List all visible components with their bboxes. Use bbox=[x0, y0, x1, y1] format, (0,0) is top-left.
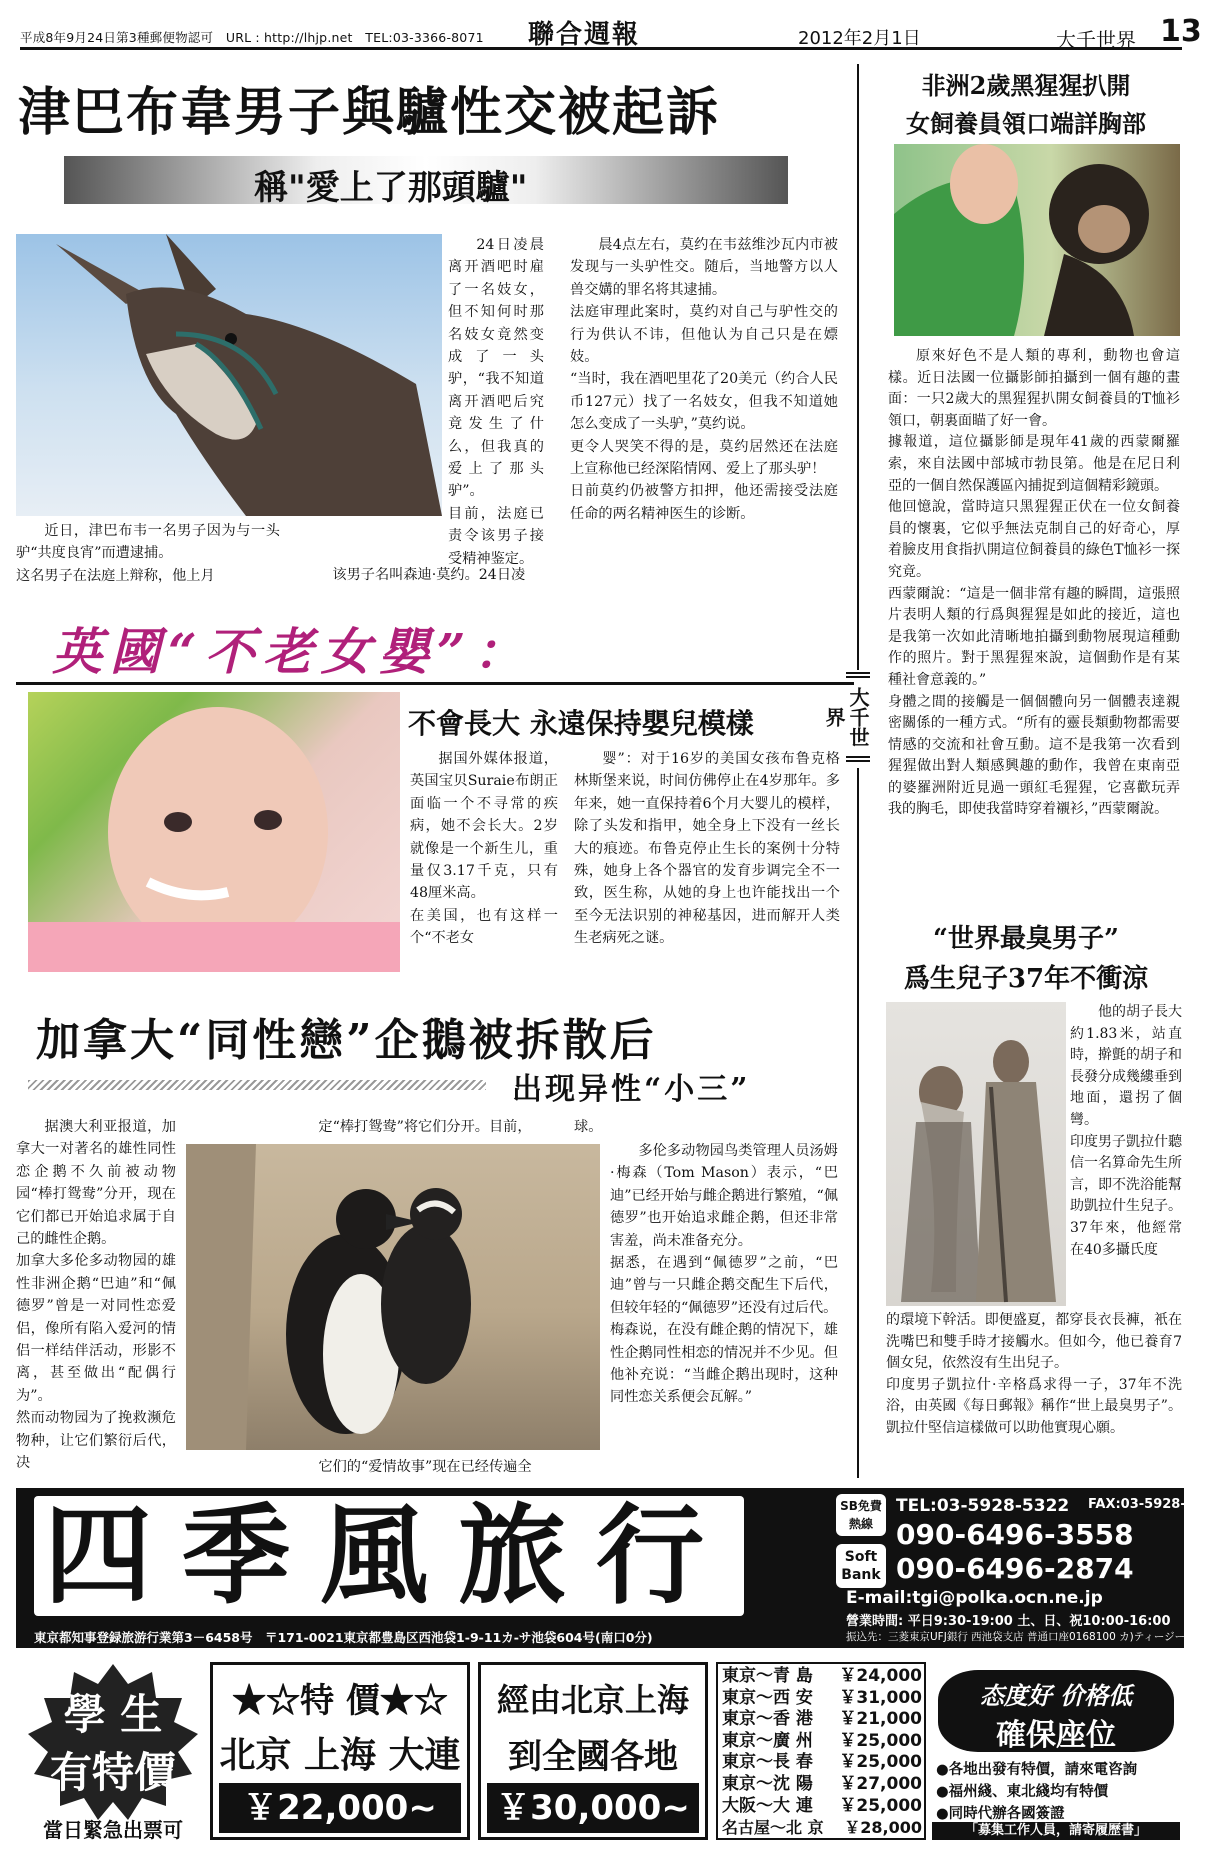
smelly-body-full: 的環境下幹活。即便盛夏，都穿長衣長褲，衹在洗嘴巴和雙手時才接觸水。但如今，他已養育7個女兒，依然沒有生出兒子。 印度男子凱拉什·辛格爲求得一子，37年不洗浴，由英國《每日郵報》稱作“世上最臭男子”。凱拉什堅信這樣做可以助他實現心願。 bbox=[886, 1312, 1182, 1436]
special-price-box bbox=[210, 1662, 470, 1840]
chimp-headline-1: 非洲2歲黑猩猩扒開 bbox=[921, 71, 1131, 100]
fare-row bbox=[722, 1774, 922, 1796]
travel-ad bbox=[16, 1488, 1222, 1648]
penguin-col-1: 据澳大利亚报道，加拿大一对著名的雄性同性恋企鹅不久前被动物园“棒打鸳鸯”分开，现在它们都已开始追求属于自己的雌性企鹅。 加拿大多伦多动物园的雄性非洲企鹅“巴迪”和“佩德罗”曾是一对同性恋爱侣，像所有陷入爱河的情侣一样结伴活动，形影不离，甚至做出“配偶行为”。 然而动物园为了挽救濒危物种，让它们繁衍后代，决 bbox=[16, 1119, 176, 1472]
column-divider-bottom bbox=[857, 768, 859, 1478]
issue-date: 2012年2月1日 bbox=[798, 28, 921, 49]
fare-route: 東京～青 島 bbox=[722, 1666, 813, 1686]
baby-icon bbox=[28, 692, 400, 972]
ad-phone-1: 090-6496-3558 bbox=[896, 1518, 1134, 1551]
fare-route: 東京～沈 陽 bbox=[722, 1774, 813, 1794]
fare-route: 東京～長 春 bbox=[722, 1752, 813, 1773]
fare-route: 大阪～大 連 bbox=[722, 1795, 813, 1816]
fare-row bbox=[722, 1796, 922, 1818]
fare-price: ￥25,000 bbox=[839, 1795, 922, 1816]
donkey-photo bbox=[16, 234, 442, 516]
page-header bbox=[20, 14, 1202, 52]
ad-company-name: 四季風旅行 bbox=[34, 1496, 744, 1616]
ad-hours: 營業時間: 平日9:30-19:00 土、日、祝10:00-16:00 bbox=[846, 1614, 1171, 1629]
fare-row bbox=[722, 1731, 922, 1753]
student-promo bbox=[20, 1664, 206, 1840]
ad-bank-info: 振込先：三菱東京UFJ銀行 西池袋支店 普通口座0168100 カ)ティージーアイ bbox=[846, 1631, 1205, 1643]
ad-fax: FAX:03-5928-5321 bbox=[1088, 1497, 1222, 1512]
recruit-notice: 「募集工作人員，請寄履歷書」 bbox=[932, 1822, 1180, 1840]
special-price-cities: 北京 上海 大連 bbox=[219, 1734, 461, 1776]
donkey-headline: 津巴布韋男子與驢性交被起訴 bbox=[18, 82, 721, 143]
column-divider-top bbox=[857, 64, 859, 670]
donkey-col-2b: 该男子名叫森迪·莫约。24日凌 bbox=[332, 567, 526, 583]
chimp-headline-2: 女飼養員領口端詳胸部 bbox=[906, 109, 1146, 138]
ad-email: E-mail:tgi@polka.ocn.ne.jp bbox=[846, 1588, 1103, 1608]
special-price-title: ★☆特 價★☆ bbox=[232, 1681, 448, 1721]
donkey-subheadline: 稱"愛上了那頭驢" bbox=[254, 168, 528, 208]
ad-phone-2: 090-6496-2874 bbox=[896, 1552, 1134, 1585]
page-number: 13 bbox=[1160, 14, 1202, 49]
fare-price: ￥21,000 bbox=[839, 1709, 922, 1730]
student-promo-line-1: 學 生 bbox=[63, 1690, 163, 1739]
penguin-subheadline: 出现异性“小三” bbox=[512, 1072, 751, 1107]
chimp-icon bbox=[894, 144, 1180, 336]
fare-price: ￥31,000 bbox=[839, 1687, 922, 1708]
chimp-photo bbox=[894, 144, 1180, 336]
section-name: 大千世界 bbox=[1056, 28, 1136, 52]
vertical-section-label: 大千世界 bbox=[846, 672, 870, 762]
student-promo-line-2: 有特價 bbox=[49, 1748, 176, 1797]
guarantee-slogan: 态度好 价格低 bbox=[979, 1681, 1133, 1710]
guarantee-bullet-3: ●同時代辦各國簽證 bbox=[936, 1806, 1065, 1822]
baby-headline: 英國“不老女嬰”： bbox=[52, 622, 532, 681]
smelly-man-icon bbox=[886, 1002, 1066, 1306]
donkey-icon bbox=[16, 234, 442, 516]
fare-route: 東京～西 安 bbox=[722, 1687, 813, 1708]
donkey-subheadline-bar bbox=[64, 156, 788, 208]
transit-line-1: 經由北京上海 bbox=[496, 1681, 689, 1719]
masthead: 聯合週報 bbox=[528, 20, 641, 50]
fare-price: ￥27,000 bbox=[839, 1774, 922, 1794]
guarantee-promo bbox=[932, 1664, 1184, 1840]
penguin-col-2: 定“棒打鸳鸯”将它们分开。目前， bbox=[318, 1119, 532, 1135]
transit-line-2: 到全國各地 bbox=[508, 1737, 678, 1777]
fare-route: 東京～香 港 bbox=[722, 1709, 813, 1730]
fare-price: ￥25,000 bbox=[839, 1752, 922, 1773]
fare-row bbox=[722, 1709, 922, 1731]
donkey-col-1: 近日，津巴布韦一名男子因为与一头驴“共度良宵”而遭逮捕。 这名男子在法庭上辩称，他上月 bbox=[16, 523, 280, 584]
fare-price: ￥28,000 bbox=[844, 1818, 922, 1838]
penguin-headline: 加拿大“同性戀”企鵝被拆散后 bbox=[36, 1015, 657, 1066]
special-price-value: ￥22,000~ bbox=[219, 1783, 461, 1833]
donkey-col-3: 晨4点左右，莫约在韦兹维沙瓦内市被发现与一头驴性交。随后，当地警方以人兽交媾的罪名将其逮捕。 法庭审理此案时，莫约对自己与驴性交的行为供认不讳，但他认为自己只是在嫖妓。 “当时，我在酒吧里花了20美元（约合人民币127元）找了一名妓女，但我不知道她怎么变成了一头驴，”莫约说。 更令人哭笑不得的是，莫约居然还在法庭上宣称他已经深陷情网、爱上了那头驴！ 日前莫约仍被警方扣押，他还需接受法庭任命的两名精神医生的诊断。 bbox=[570, 237, 838, 522]
transit-price-box bbox=[478, 1662, 708, 1840]
fare-row bbox=[722, 1666, 922, 1688]
ad-license-address: 東京都知事登録旅游行業第3－6458号 〒171-0021東京都豊島区西池袋1-9-11カ-サ池袋604号(南口0分) bbox=[34, 1630, 653, 1645]
penguin-hatch-bar bbox=[28, 1080, 486, 1090]
guarantee-seat: 確保座位 bbox=[996, 1718, 1116, 1753]
baby-photo bbox=[28, 692, 400, 972]
donkey-col-2: 24日凌晨离开酒吧时雇了一名妓女，但不知何时那名妓女竟然变成了一头驴，“我不知道离开酒吧后究竟发生了什么，但我真的爱上了那头驴”。 目前，法庭已责令该男子接受精神鉴定。 bbox=[448, 237, 544, 567]
smelly-man-photo bbox=[886, 1002, 1066, 1306]
transit-price-value: ￥30,000~ bbox=[487, 1783, 699, 1833]
baby-subheadline: 不會長大 永遠保持嬰兒模樣 bbox=[408, 707, 754, 740]
fare-route: 東京～廣 州 bbox=[722, 1730, 813, 1751]
smelly-body-side: 他的胡子長大約1.83米，站直時，擀氈的胡子和長發分成幾縷垂到地面，還拐了個彎。 印度男子凱拉什聽信一名算命先生所言，即不洗浴能幫助凱拉什生兒子。37年來，他經常在40多攝氏度 bbox=[1070, 1004, 1182, 1258]
guarantee-bullet-1: ●各地出發有特價，請來電咨詢 bbox=[936, 1762, 1138, 1778]
penguin-icon bbox=[186, 1144, 600, 1450]
penguin-photo bbox=[186, 1144, 600, 1450]
chimp-body: 原來好色不是人類的專利，動物也會這樣。近日法國一位攝影師拍攝到一個有趣的畫面：一只2歲大的黑猩猩扒開女飼養員的T恤衫領口，朝裏面瞄了好一會。 據報道，這位攝影師是現年41歲的西蒙爾羅索，來自法國中部城市勃艮第。他是在尼日利亞的一個自然保護區內捕捉到這個精彩鏡頭。 他回憶說，當時這只黑猩猩正伏在一位女飼養員的懷裏，它似乎無法克制自己的好奇心，厚着臉皮用食指扒開這位飼養員的綠色T恤衫一探究竟。 西蒙爾說：“這是一個非常有趣的瞬間，這張照片表明人類的行爲與猩猩是如此的接近，這也是我第一次如此清晰地拍攝到動物展現這種動作的照片。對于黑猩猩來說，這個動作是有某種社會意義的。” 身體之間的接觸是一個個體向另一個體表達親密關係的一種方式。“所有的靈長類動物都需要情感的交流和社會互動。這不是我第一次看到猩猩做出對人類感興趣的動作，我曾在東南亞的婆羅洲附近見過一頭紅毛猩猩，它喜歡玩弄我的胸毛，即使我當時穿着襯衫，”西蒙爾說。 bbox=[888, 348, 1180, 818]
penguin-col-4: 多伦多动物园鸟类管理人员汤姆·梅森（Tom Mason）表示，“巴迪”已经开始与雌企鹅进行繁殖，“佩德罗”也开始追求雌企鹅，但还非常害羞，尚未准备充分。 据悉，在遇到“佩德罗”之前，“巴迪”曾与一只雌企鹅交配生下后代，但较年轻的“佩德罗”还没有过后代。 梅森说，在没有雌企鹅的情况下，雄性企鹅同性相恋的情况并不少见。但他补充说：“当雌企鹅出现时，这种同性恋关系便会瓦解。” bbox=[610, 1143, 838, 1406]
ad-tel: TEL:03-5928-5322 bbox=[896, 1496, 1070, 1516]
smelly-headline-1: “世界最臭男子” bbox=[933, 924, 1119, 954]
smelly-headline-2: 爲生兒子37年不衝涼 bbox=[903, 964, 1149, 994]
softbank-label: Soft Bank bbox=[836, 1544, 886, 1588]
urgent-ticketing: 當日緊急出票可 bbox=[43, 1818, 183, 1842]
baby-col-1: 据国外媒体报道，英国宝贝Suraie布朗正面临一个不寻常的疾病，她不会长大。2岁就像是一个新生儿，重量仅3.17千克，只有48厘米高。 在美国，也有这样一个“不老女 bbox=[410, 751, 558, 947]
penguin-col-3: 球。 bbox=[574, 1119, 603, 1135]
fare-route: 名古屋～北 京 bbox=[722, 1818, 824, 1838]
fare-row bbox=[722, 1752, 922, 1774]
fare-row bbox=[722, 1688, 922, 1710]
fare-table bbox=[716, 1662, 926, 1840]
baby-col-2: 婴”：对于16岁的美国女孩布鲁克格林斯堡来说，时间仿佛停止在4岁那年。多年来，她一直保持着6个月大婴儿的模样，除了头发和指甲，她全身上下没有一丝长大的痕迹。布鲁克停止生长的案例十分特殊，她身上各个器官的发育步调完全不一致，医生称，从她的身上也许能找出一个至今无法识别的神秘基因，进而解开人类生老病死之谜。 bbox=[574, 751, 840, 947]
fare-row bbox=[722, 1817, 922, 1839]
guarantee-bullet-2: ●福州綫、東北綫均有特價 bbox=[936, 1784, 1109, 1800]
fare-price: ￥25,000 bbox=[839, 1730, 922, 1751]
penguin-col-2b: 它们的“爱情故事”现在已经传遍全 bbox=[318, 1459, 532, 1475]
sb-free-line-label: SB免費熱線 bbox=[836, 1494, 886, 1536]
fare-price: ￥24,000 bbox=[839, 1666, 922, 1686]
header-info: 平成8年9月24日第3種郵便物認可 URL : http://lhjp.net TEL:03-3366-8071 bbox=[20, 30, 484, 45]
